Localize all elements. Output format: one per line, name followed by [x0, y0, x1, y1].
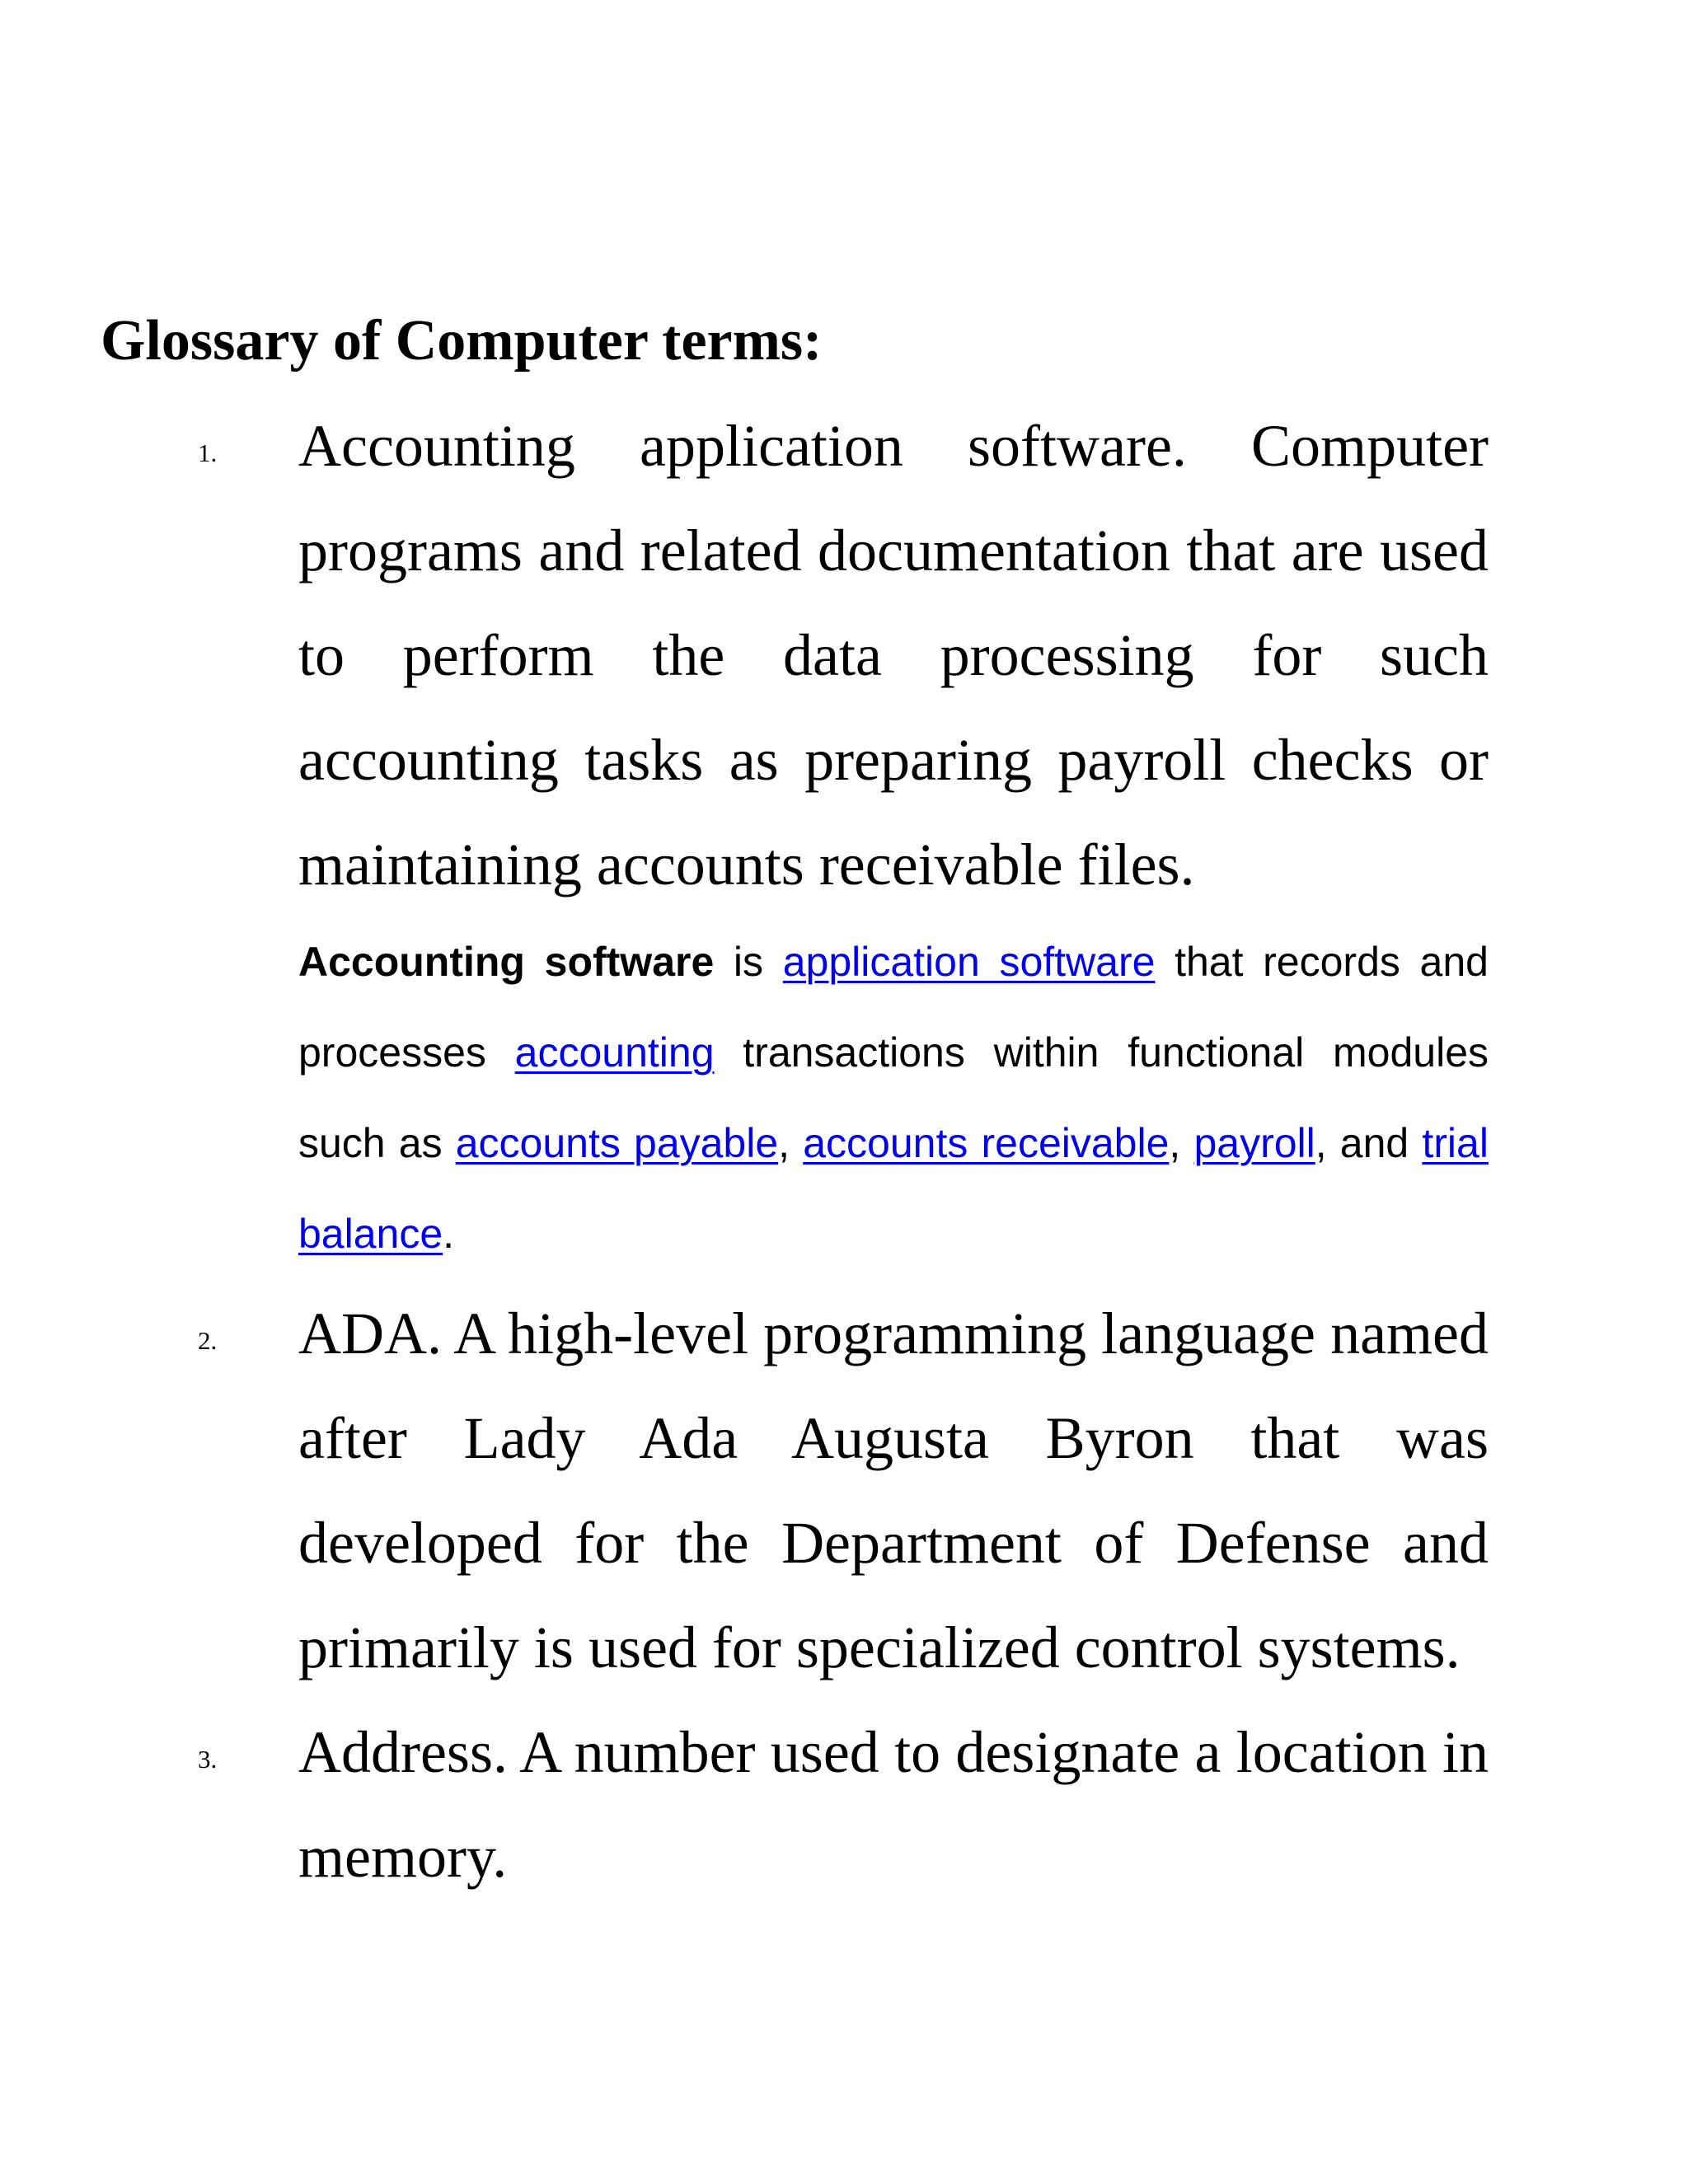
- glossary-definition: Accounting application software. Computer programs and related documentation that are used to perform the data processing for such accounting tasks as preparing payroll checks or maintaining accounts receivable files.: [298, 413, 1489, 898]
- glossary-definition: ADA. A high-level programming language named after Lady Ada Augusta Byron that was developed for the Department of Defense and primarily is used for specialized control systems.: [298, 1301, 1489, 1680]
- note-term: Accounting software: [298, 939, 715, 985]
- note-text: ,: [778, 1120, 804, 1166]
- list-number: 2.: [198, 1326, 218, 1355]
- link-trial-balance[interactable]: trial balance: [298, 1120, 1489, 1257]
- list-number: 3.: [198, 1745, 218, 1774]
- note-text: that records and processes: [298, 939, 1489, 1076]
- wiki-note: [298, 916, 1489, 1279]
- note-text: is: [714, 939, 783, 985]
- link-accounting[interactable]: accounting: [514, 1029, 715, 1076]
- link-payroll[interactable]: payroll: [1193, 1120, 1315, 1166]
- note-text: .: [443, 1211, 455, 1257]
- page-title: Glossary of Computer terms:: [101, 309, 823, 373]
- note-text: transactions within functional modules such as: [298, 1029, 1489, 1166]
- link-accounts-receivable[interactable]: accounts receivable: [803, 1120, 1170, 1166]
- note-text: , and: [1315, 1120, 1423, 1166]
- note-text: ,: [1169, 1120, 1194, 1166]
- link-accounts-payable[interactable]: accounts payable: [455, 1120, 779, 1166]
- list-number: 1.: [198, 438, 218, 467]
- link-application-software[interactable]: application software: [782, 939, 1156, 985]
- glossary-definition: Address. A number used to designate a location in memory.: [298, 1719, 1489, 1890]
